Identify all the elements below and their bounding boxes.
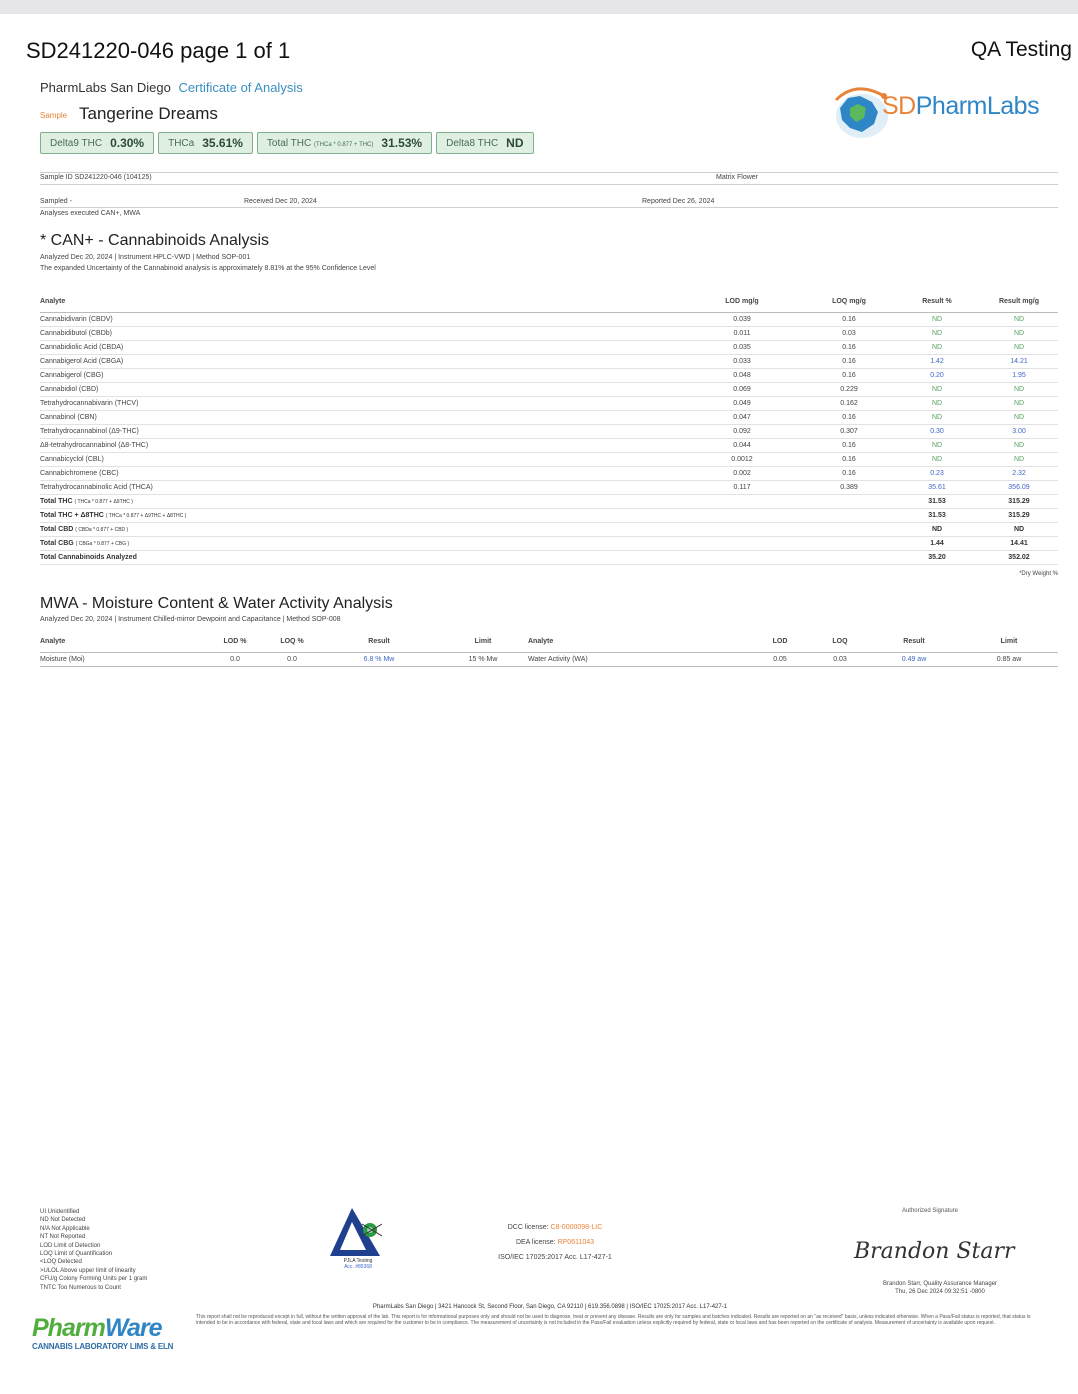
result-mgg-cell: 14.21 (980, 354, 1058, 368)
result-mgg-cell: ND (980, 410, 1058, 424)
qa-label: QA Testing (970, 38, 1072, 61)
lod-cell: 0.069 (680, 382, 804, 396)
result-mgg-cell: ND (980, 326, 1058, 340)
moisture-analyte: Moisture (Moi) (40, 652, 206, 666)
total-analyte-cell: Total CBD ( CBDa * 0.877 + CBD ) (40, 522, 680, 536)
empty-cell (680, 508, 804, 522)
total-row (40, 550, 1058, 564)
pill-thca (158, 132, 253, 154)
col-limit-2: Limit (960, 632, 1058, 652)
result-mgg-cell: ND (980, 340, 1058, 354)
sample-label: Sample (40, 111, 68, 120)
legend-item: ND Not Detected (40, 1217, 86, 1224)
moisture-limit: 15 % Mw (438, 652, 528, 666)
total-mgg-cell: 14.41 (980, 536, 1058, 550)
viewer-top-bar (0, 0, 1078, 14)
result-mgg-cell: ND (980, 438, 1058, 452)
lod-cell: 0.048 (680, 368, 804, 382)
result-mgg-cell: ND (980, 452, 1058, 466)
moisture-lod: 0.0 (206, 652, 264, 666)
empty-cell (804, 494, 894, 508)
pill-label: Delta8 THC (446, 137, 499, 149)
table-row (40, 424, 1058, 438)
loq-cell: 0.229 (804, 382, 894, 396)
pill-label: Total THC (THCa * 0.877 + THC) (266, 137, 374, 149)
lod-cell: 0.011 (680, 326, 804, 340)
dea-license: DEA license: RP0611043 (515, 1239, 595, 1246)
loq-cell: 0.16 (804, 354, 894, 368)
result-mgg-cell: 356.09 (980, 480, 1058, 494)
lod-cell: 0.047 (680, 410, 804, 424)
total-analyte-cell: Total THC ( THCa * 0.877 + Δ9THC ) (40, 494, 680, 508)
reported: Reported Dec 26, 2024 (642, 198, 715, 205)
total-pct-cell: 31.53 (894, 508, 980, 522)
pharmware-tagline: CANNABIS LABORATORY LIMS & ELN (32, 1342, 174, 1351)
analyte-cell: Cannabigerol (CBG) (40, 368, 680, 382)
total-pct-cell: 1.44 (894, 536, 980, 550)
pill-label: THCa (168, 137, 195, 149)
result-mgg-cell: 1.95 (980, 368, 1058, 382)
disclaimer: This report shall not be reproduced except in full, without the written approval of the lab. This report is for informational purposes only and should not be used to diagnose, treat or prevent any disease. Results are only for samples and batches indicated. Results are reported on an "as received" basis, unless indicated otherwise. When a Pass/Fail status is reported, that status is intended to be in accordance with federal, state and local laws and which are required for the customer to be in compliance. The measurement of uncertainty is not included in the Pass/Fail evaluation unless explicitly required by federal, state or local laws and has been reported on the certificate of analysis. Measurement of uncertainty is available upon request. (196, 1314, 1031, 1326)
pill-value: 35.61% (202, 136, 243, 150)
license-block (470, 1220, 640, 1265)
empty-cell (680, 494, 804, 508)
signer-name: Brandon Starr, Quality Assurance Manager (882, 1281, 998, 1287)
divider (40, 184, 1058, 185)
total-row (40, 522, 1058, 536)
pill-note: (THCa * 0.877 + THC) (313, 141, 374, 148)
total-analyte-cell: Total THC + Δ8THC ( THCa * 0.877 + Δ9THC + Δ8THC ) (40, 508, 680, 522)
water-activity-analyte: Water Activity (WA) (528, 652, 748, 666)
lod-cell: 0.044 (680, 438, 804, 452)
total-pct-cell: 31.53 (894, 494, 980, 508)
water-activity-result: 0.49 aw (868, 652, 960, 666)
lab-name: PharmLabs San Diego (40, 80, 171, 95)
moisture-result: 6.8 % Mw (320, 652, 438, 666)
pill-total-thc (257, 132, 432, 154)
pill-delta8 (436, 132, 533, 154)
table-row (40, 396, 1058, 410)
analyte-cell: Tetrahydrocannabinolic Acid (THCA) (40, 480, 680, 494)
legend-item: NT Not Reported (40, 1234, 86, 1241)
analyte-cell: Cannabidivarin (CBDV) (40, 312, 680, 326)
signer-block (850, 1280, 1030, 1296)
analyte-cell: Δ8-tetrahydrocannabinol (Δ8-THC) (40, 438, 680, 452)
total-analyte-cell: Total Cannabinoids Analyzed (40, 550, 680, 564)
table-header-row (40, 292, 1058, 312)
moisture-table (40, 632, 1058, 667)
lod-cell: 0.049 (680, 396, 804, 410)
lab-line (40, 80, 303, 95)
empty-cell (680, 536, 804, 550)
loq-cell: 0.16 (804, 452, 894, 466)
analyses-executed: Analyses executed CAN+, MWA (40, 210, 141, 217)
sample-name: Tangerine Dreams (79, 104, 218, 123)
legend-item: >ULOL Above upper limit of linearity (40, 1267, 136, 1274)
table-row (40, 452, 1058, 466)
authorized-signature-label: Authorized Signature (901, 1208, 959, 1214)
col-analyte: Analyte (40, 292, 680, 312)
lod-cell: 0.092 (680, 424, 804, 438)
result-pct-cell: ND (894, 340, 980, 354)
pjla-label: PJLA Testing (343, 1258, 373, 1264)
table-row (40, 326, 1058, 340)
total-mgg-cell: 315.29 (980, 494, 1058, 508)
table-row (40, 480, 1058, 494)
handwritten-signature-icon (850, 1232, 1030, 1266)
lod-cell: 0.0012 (680, 452, 804, 466)
col-result-mgg: Result mg/g (980, 292, 1058, 312)
document-id: SD241220-046 page 1 of 1 (26, 38, 291, 63)
col-lod-2: LOD (748, 632, 812, 652)
legend-item: TNTC Too Numerous to Count (40, 1284, 121, 1291)
legend-item: LOQ Limit of Quantification (40, 1251, 113, 1258)
loq-cell: 0.16 (804, 340, 894, 354)
empty-cell (680, 550, 804, 564)
total-mgg-cell: 315.29 (980, 508, 1058, 522)
lod-cell: 0.039 (680, 312, 804, 326)
pill-value: 0.30% (110, 136, 145, 150)
water-activity-lod: 0.05 (748, 652, 812, 666)
result-pct-cell: 0.20 (894, 368, 980, 382)
abbreviation-legend (40, 1208, 147, 1292)
legend-item: CFU/g Colony Forming Units per 1 gram (40, 1276, 148, 1283)
table-row (40, 312, 1058, 326)
sample-id: Sample ID SD241220-046 (104125) (40, 174, 152, 181)
divider (40, 172, 1058, 173)
col-result-2: Result (868, 632, 960, 652)
result-mgg-cell: 2.32 (980, 466, 1058, 480)
table-row (40, 354, 1058, 368)
analyte-cell: Cannabidibutol (CBDb) (40, 326, 680, 340)
analyte-cell: Cannabidiol (CBD) (40, 382, 680, 396)
matrix: Matrix Flower (716, 174, 759, 181)
total-mgg-cell: 352.02 (980, 550, 1058, 564)
loq-cell: 0.16 (804, 410, 894, 424)
legend-item: LOD Limit of Detection (40, 1242, 101, 1249)
lab-address: PharmLabs San Diego | 3421 Hancock St, Second Floor, San Diego, CA 92110 | 619.356.0898 | ISO/IEC 17025:2017 Acc. L17-427-1 (372, 1304, 728, 1310)
table-row (40, 652, 1058, 666)
result-pct-cell: ND (894, 452, 980, 466)
svg-text:Brandon Starr: Brandon Starr (854, 1239, 1015, 1264)
empty-cell (804, 508, 894, 522)
legend-item: UI Unidentified (40, 1209, 80, 1215)
col-analyte-2: Analyte (528, 632, 748, 652)
iso-accreditation: ISO/IEC 17025:2017 Acc. L17-427-1 (498, 1254, 612, 1261)
loq-cell: 0.389 (804, 480, 894, 494)
result-pct-cell: 0.30 (894, 424, 980, 438)
analyte-cell: Tetrahydrocannabivarin (THCV) (40, 396, 680, 410)
result-mgg-cell: ND (980, 312, 1058, 326)
can-uncertainty-line: The expanded Uncertainty of the Cannabinoid analysis is approximately 8.81% at the 95% Confidence Level (40, 265, 376, 272)
coa-label: Certificate of Analysis (178, 80, 303, 95)
empty-cell (680, 522, 804, 536)
col-lod: LOD % (206, 632, 264, 652)
total-analyte-cell: Total CBG ( CBGa * 0.877 + CBG ) (40, 536, 680, 550)
pill-label: Delta9 THC (50, 137, 103, 149)
loq-cell: 0.307 (804, 424, 894, 438)
summary-pills (40, 132, 534, 154)
mwa-analyzed-line: Analyzed Dec 20, 2024 | Instrument Chilled-mirror Dewpoint and Capacitance | Method SOP-008 (40, 616, 341, 623)
loq-cell: 0.03 (804, 326, 894, 340)
pjla-acc: Acc. #85368 (344, 1264, 372, 1270)
col-lod: LOD mg/g (680, 292, 804, 312)
pill-value: ND (506, 136, 524, 150)
result-pct-cell: ND (894, 438, 980, 452)
signed-at: Thu, 26 Dec 2024 09:32:51 -0800 (895, 1289, 985, 1295)
analyte-cell: Cannabichromene (CBC) (40, 466, 680, 480)
table-row (40, 340, 1058, 354)
can-section-title: * CAN+ - Cannabinoids Analysis (40, 232, 270, 249)
total-row (40, 508, 1058, 522)
pill-delta9 (40, 132, 154, 154)
pjla-accreditation-icon (326, 1204, 392, 1286)
pjla-text (338, 1258, 378, 1270)
empty-cell (804, 550, 894, 564)
table-row (40, 368, 1058, 382)
result-pct-cell: ND (894, 410, 980, 424)
mwa-section-title: MWA - Moisture Content & Water Activity Analysis (40, 595, 393, 612)
can-analyzed-line: Analyzed Dec 20, 2024 | Instrument HPLC-VWD | Method SOP-001 (40, 254, 251, 261)
total-mgg-cell: ND (980, 522, 1058, 536)
col-loq: LOQ mg/g (804, 292, 894, 312)
lod-cell: 0.117 (680, 480, 804, 494)
result-pct-cell: 0.23 (894, 466, 980, 480)
pill-value: 31.53% (381, 136, 423, 150)
table-row (40, 438, 1058, 452)
col-loq: LOQ % (264, 632, 320, 652)
col-loq-2: LOQ (812, 632, 868, 652)
pharmware-logo: PharmWare (32, 1314, 162, 1342)
loq-cell: 0.16 (804, 438, 894, 452)
moisture-loq: 0.0 (264, 652, 320, 666)
cannabinoids-table (40, 292, 1058, 565)
divider (40, 207, 1058, 208)
received: Received Dec 20, 2024 (244, 198, 317, 205)
dry-weight-note: *Dry Weight % (1019, 571, 1058, 577)
legend-item: N/A Not Applicable (40, 1225, 90, 1232)
empty-cell (804, 522, 894, 536)
total-pct-cell: ND (894, 522, 980, 536)
dcc-license: DCC license: C8-0000098-LIC (507, 1224, 603, 1231)
col-result: Result (320, 632, 438, 652)
analyte-cell: Cannabigerol Acid (CBGA) (40, 354, 680, 368)
result-pct-cell: ND (894, 326, 980, 340)
logo-wordmark: SDPharmLabs (882, 92, 1040, 120)
analyte-cell: Cannabinol (CBN) (40, 410, 680, 424)
table-row (40, 466, 1058, 480)
coa-page (0, 14, 1078, 1394)
analyte-cell: Cannabidiolic Acid (CBDA) (40, 340, 680, 354)
total-pct-cell: 35.20 (894, 550, 980, 564)
result-pct-cell: 35.61 (894, 480, 980, 494)
water-activity-limit: 0.85 aw (960, 652, 1058, 666)
lod-cell: 0.035 (680, 340, 804, 354)
lod-cell: 0.033 (680, 354, 804, 368)
lod-cell: 0.002 (680, 466, 804, 480)
result-pct-cell: 1.42 (894, 354, 980, 368)
loq-cell: 0.16 (804, 368, 894, 382)
total-row (40, 494, 1058, 508)
loq-cell: 0.16 (804, 466, 894, 480)
table-header-row (40, 632, 1058, 652)
sampled: Sampled - (40, 198, 72, 205)
result-pct-cell: ND (894, 312, 980, 326)
result-pct-cell: ND (894, 396, 980, 410)
result-mgg-cell: ND (980, 396, 1058, 410)
total-row (40, 536, 1058, 550)
analyte-cell: Cannabicyclol (CBL) (40, 452, 680, 466)
result-pct-cell: ND (894, 382, 980, 396)
loq-cell: 0.16 (804, 312, 894, 326)
table-row (40, 410, 1058, 424)
water-activity-loq: 0.03 (812, 652, 868, 666)
legend-item: <LOQ Detected (40, 1259, 82, 1266)
col-analyte: Analyte (40, 632, 206, 652)
empty-cell (804, 536, 894, 550)
analyte-cell: Tetrahydrocannabinol (Δ9-THC) (40, 424, 680, 438)
result-mgg-cell: ND (980, 382, 1058, 396)
loq-cell: 0.162 (804, 396, 894, 410)
result-mgg-cell: 3.00 (980, 424, 1058, 438)
col-limit: Limit (438, 632, 528, 652)
table-row (40, 382, 1058, 396)
col-result-pct: Result % (894, 292, 980, 312)
